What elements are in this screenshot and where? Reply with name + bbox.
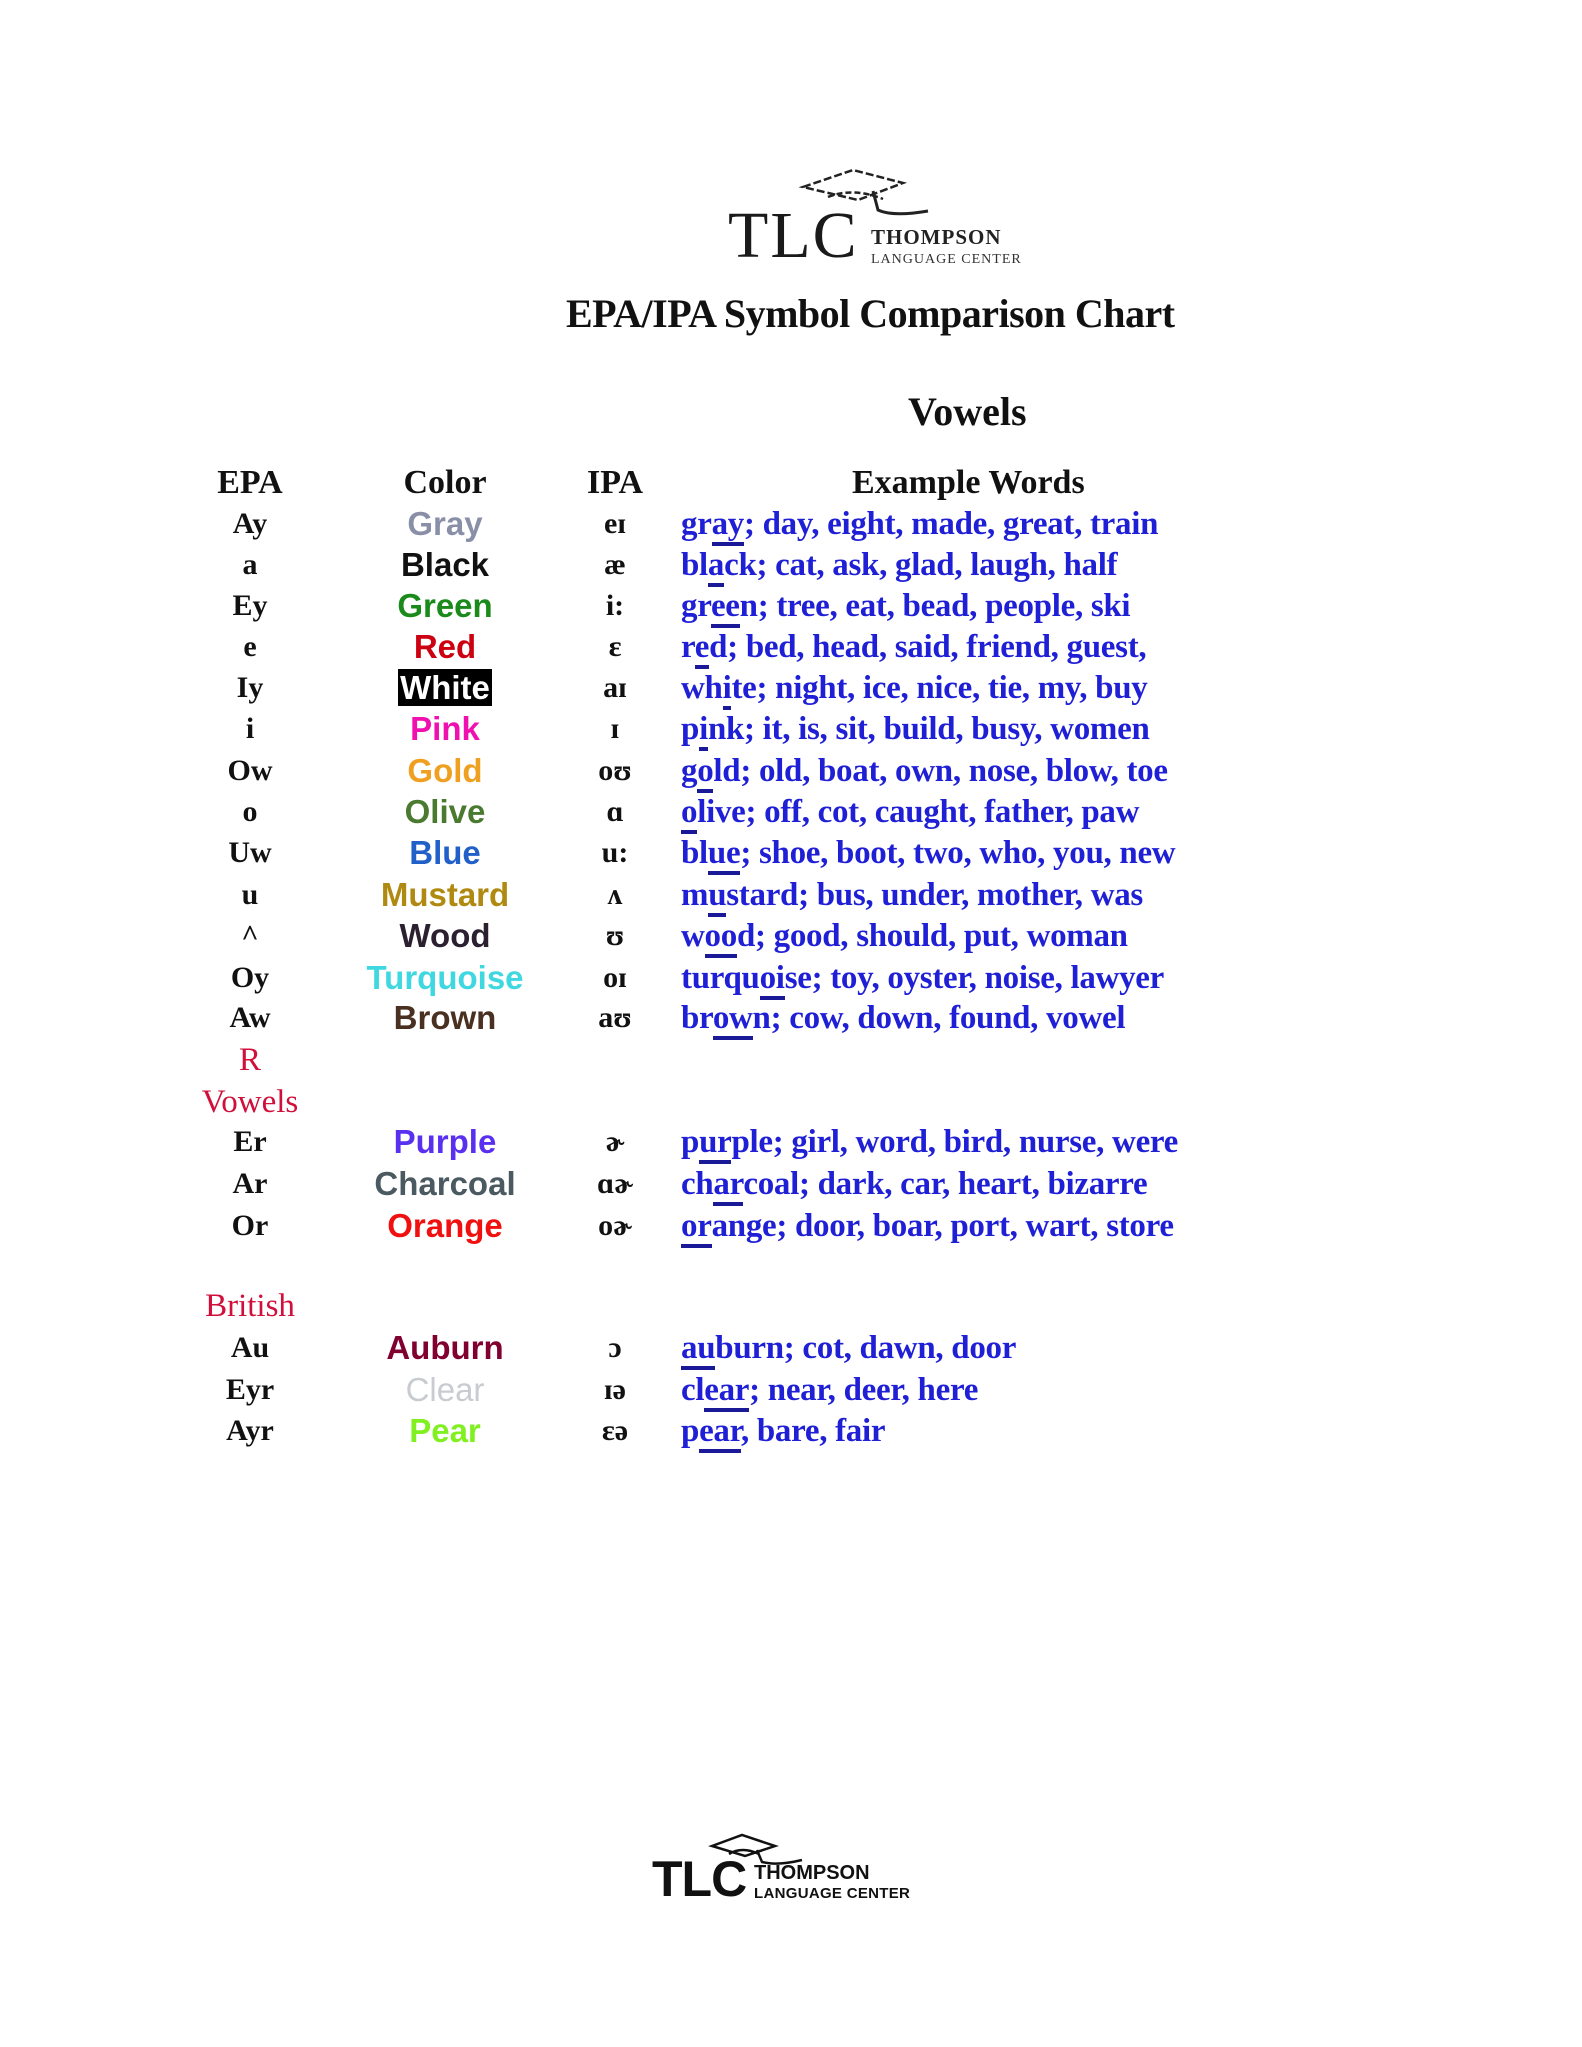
color-name: Green bbox=[397, 587, 493, 624]
header-ipa: IPA bbox=[586, 464, 644, 501]
example-words: red; bed, head, said, friend, guest, bbox=[681, 626, 1146, 668]
table-row bbox=[0, 750, 1582, 792]
header-examples: Example Words bbox=[852, 464, 1085, 501]
highlighted-vowel: e bbox=[695, 629, 709, 669]
table-row bbox=[0, 791, 1582, 833]
color-name: Gray bbox=[407, 505, 483, 542]
table-row bbox=[0, 667, 1582, 709]
epa-symbol: Iy bbox=[236, 671, 264, 704]
ipa-symbol: aɪ bbox=[603, 671, 627, 704]
highlighted-vowel: ue bbox=[708, 835, 740, 875]
ipa-symbol: i: bbox=[605, 589, 625, 622]
color-name: Purple bbox=[393, 1123, 497, 1160]
table-row bbox=[0, 957, 1582, 999]
logo-name-line1: THOMPSON bbox=[754, 1862, 870, 1884]
color-name: Black bbox=[400, 546, 490, 583]
ipa-symbol: ɔ bbox=[608, 1331, 622, 1364]
table-row bbox=[0, 544, 1582, 586]
example-words: gold; old, boat, own, nose, blow, toe bbox=[681, 750, 1168, 792]
color-name: Pear bbox=[409, 1412, 481, 1449]
epa-symbol: Aw bbox=[229, 1001, 271, 1034]
logo-mark: TLC bbox=[728, 199, 859, 272]
ipa-symbol: oɚ bbox=[598, 1209, 632, 1242]
section-title: Vowels bbox=[908, 389, 1027, 434]
highlighted-vowel: o bbox=[681, 794, 697, 834]
example-words: pink; it, is, sit, build, busy, women bbox=[681, 708, 1150, 750]
epa-symbol: o bbox=[242, 795, 258, 828]
ipa-symbol: ɛə bbox=[601, 1414, 629, 1447]
epa-symbol: i bbox=[245, 712, 255, 745]
logo-name-line1: THOMPSON bbox=[871, 225, 1002, 249]
table-row bbox=[0, 1121, 1582, 1163]
color-name bbox=[330, 667, 560, 709]
highlighted-vowel: ear bbox=[704, 1372, 749, 1412]
color-name: Gold bbox=[407, 752, 483, 789]
table-row bbox=[0, 1410, 1582, 1452]
table-row bbox=[0, 1327, 1582, 1369]
example-words: mustard; bus, under, mother, was bbox=[681, 874, 1143, 916]
color-name: Turquoise bbox=[366, 959, 524, 996]
white-highlight: White bbox=[400, 669, 490, 706]
ipa-symbol: ʊ bbox=[605, 919, 625, 952]
color-name: Olive bbox=[404, 793, 486, 830]
highlighted-vowel: oi bbox=[760, 960, 785, 1000]
highlighted-vowel: ar bbox=[713, 1166, 743, 1206]
table-row bbox=[0, 1163, 1582, 1205]
example-words: pear, bare, fair bbox=[681, 1410, 885, 1452]
table-row bbox=[0, 874, 1582, 916]
r-vowels-label-line2: Vowels bbox=[201, 1084, 299, 1120]
highlighted-vowel: i bbox=[699, 711, 708, 751]
header-color: Color bbox=[403, 464, 487, 501]
highlighted-vowel: ee bbox=[711, 588, 740, 628]
epa-symbol: Ay bbox=[232, 507, 268, 540]
ipa-symbol: eɪ bbox=[604, 507, 626, 540]
example-words: olive; off, cot, caught, father, paw bbox=[681, 791, 1139, 833]
table-row bbox=[0, 585, 1582, 627]
example-words: gray; day, eight, made, great, train bbox=[681, 503, 1158, 545]
highlighted-vowel: u bbox=[708, 877, 726, 917]
epa-symbol: e bbox=[243, 630, 257, 663]
table-row bbox=[0, 832, 1582, 874]
table-row bbox=[0, 503, 1582, 545]
highlighted-vowel: o bbox=[697, 753, 713, 793]
example-words: purple; girl, word, bird, nurse, were bbox=[681, 1121, 1178, 1163]
color-name: Brown bbox=[393, 999, 497, 1036]
table-row bbox=[0, 708, 1582, 750]
epa-symbol: a bbox=[242, 548, 258, 581]
highlighted-vowel: ear bbox=[699, 1413, 741, 1453]
epa-symbol: Eyr bbox=[225, 1373, 275, 1406]
ipa-symbol: oɪ bbox=[603, 961, 627, 994]
epa-symbol: ^ bbox=[241, 919, 259, 952]
ipa-symbol: æ bbox=[604, 548, 626, 581]
ipa-symbol: ɚ bbox=[605, 1125, 625, 1158]
epa-symbol: Ayr bbox=[226, 1414, 274, 1447]
example-words: orange; door, boar, port, wart, store bbox=[681, 1205, 1174, 1247]
epa-symbol: u bbox=[241, 878, 259, 911]
ipa-symbol: ɪ bbox=[610, 712, 620, 745]
example-words: charcoal; dark, car, heart, bizarre bbox=[681, 1163, 1147, 1205]
epa-symbol: Ow bbox=[227, 754, 273, 787]
ipa-symbol: ɑɚ bbox=[596, 1167, 634, 1200]
highlighted-vowel: ay bbox=[712, 506, 744, 546]
logo-name-line2: LANGUAGE CENTER bbox=[754, 1885, 911, 1902]
example-words: wood; good, should, put, woman bbox=[681, 915, 1128, 957]
header-epa: EPA bbox=[217, 464, 283, 501]
example-words: blue; shoe, boot, two, who, you, new bbox=[681, 832, 1175, 874]
color-name: Orange bbox=[387, 1207, 503, 1244]
highlighted-vowel: ow bbox=[713, 1000, 753, 1040]
highlighted-vowel: oo bbox=[705, 918, 737, 958]
example-words: auburn; cot, dawn, door bbox=[681, 1327, 1016, 1369]
epa-symbol: Er bbox=[233, 1125, 267, 1158]
logo-footer bbox=[652, 1832, 952, 1912]
ipa-symbol: ɑ bbox=[606, 795, 624, 828]
color-name: Auburn bbox=[386, 1329, 504, 1366]
epa-symbol: Ey bbox=[232, 589, 268, 622]
highlighted-vowel: i bbox=[723, 670, 732, 710]
color-name: Charcoal bbox=[374, 1165, 516, 1202]
epa-symbol: Or bbox=[231, 1209, 269, 1242]
page-title: EPA/IPA Symbol Comparison Chart bbox=[566, 291, 1175, 336]
highlighted-vowel: au bbox=[681, 1330, 715, 1370]
logo-name-line2: LANGUAGE CENTER bbox=[871, 252, 1022, 267]
table-header bbox=[0, 462, 1582, 504]
logo-mark: TLC bbox=[652, 1851, 747, 1907]
example-words: clear; near, deer, here bbox=[681, 1369, 978, 1411]
epa-symbol: Au bbox=[230, 1331, 270, 1364]
highlighted-vowel: or bbox=[681, 1208, 712, 1248]
ipa-symbol: oʊ bbox=[598, 754, 632, 787]
highlighted-vowel: a bbox=[708, 547, 724, 587]
example-words: white; night, ice, nice, tie, my, buy bbox=[681, 667, 1147, 709]
color-name: Pink bbox=[410, 710, 480, 747]
ipa-symbol: ʌ bbox=[607, 878, 623, 911]
ipa-symbol: aʊ bbox=[598, 1001, 632, 1034]
ipa-symbol: ɪə bbox=[604, 1373, 626, 1406]
epa-symbol: Oy bbox=[230, 961, 270, 994]
logo-header bbox=[728, 165, 1078, 275]
ipa-symbol: u: bbox=[601, 836, 629, 869]
table-row bbox=[0, 626, 1582, 668]
table-row bbox=[0, 915, 1582, 957]
table-row bbox=[0, 1369, 1582, 1411]
color-name: Clear bbox=[405, 1371, 485, 1408]
table-row bbox=[0, 1205, 1582, 1247]
color-name: Wood bbox=[399, 917, 491, 954]
color-name: Blue bbox=[409, 834, 481, 871]
british-label: British bbox=[205, 1288, 295, 1324]
example-words: turquoise; toy, oyster, noise, lawyer bbox=[681, 957, 1164, 999]
r-vowels-label-line1: R bbox=[238, 1042, 261, 1078]
color-name: Mustard bbox=[380, 876, 510, 913]
color-name: Red bbox=[413, 628, 477, 665]
highlighted-vowel: ur bbox=[699, 1124, 731, 1164]
table-row bbox=[0, 997, 1582, 1039]
ipa-symbol: ɛ bbox=[608, 630, 622, 663]
epa-symbol: Uw bbox=[228, 836, 272, 869]
epa-symbol: Ar bbox=[232, 1167, 268, 1200]
example-words: brown; cow, down, found, vowel bbox=[681, 997, 1125, 1039]
example-words: green; tree, eat, bead, people, ski bbox=[681, 585, 1130, 627]
example-words: black; cat, ask, glad, laugh, half bbox=[681, 544, 1117, 586]
